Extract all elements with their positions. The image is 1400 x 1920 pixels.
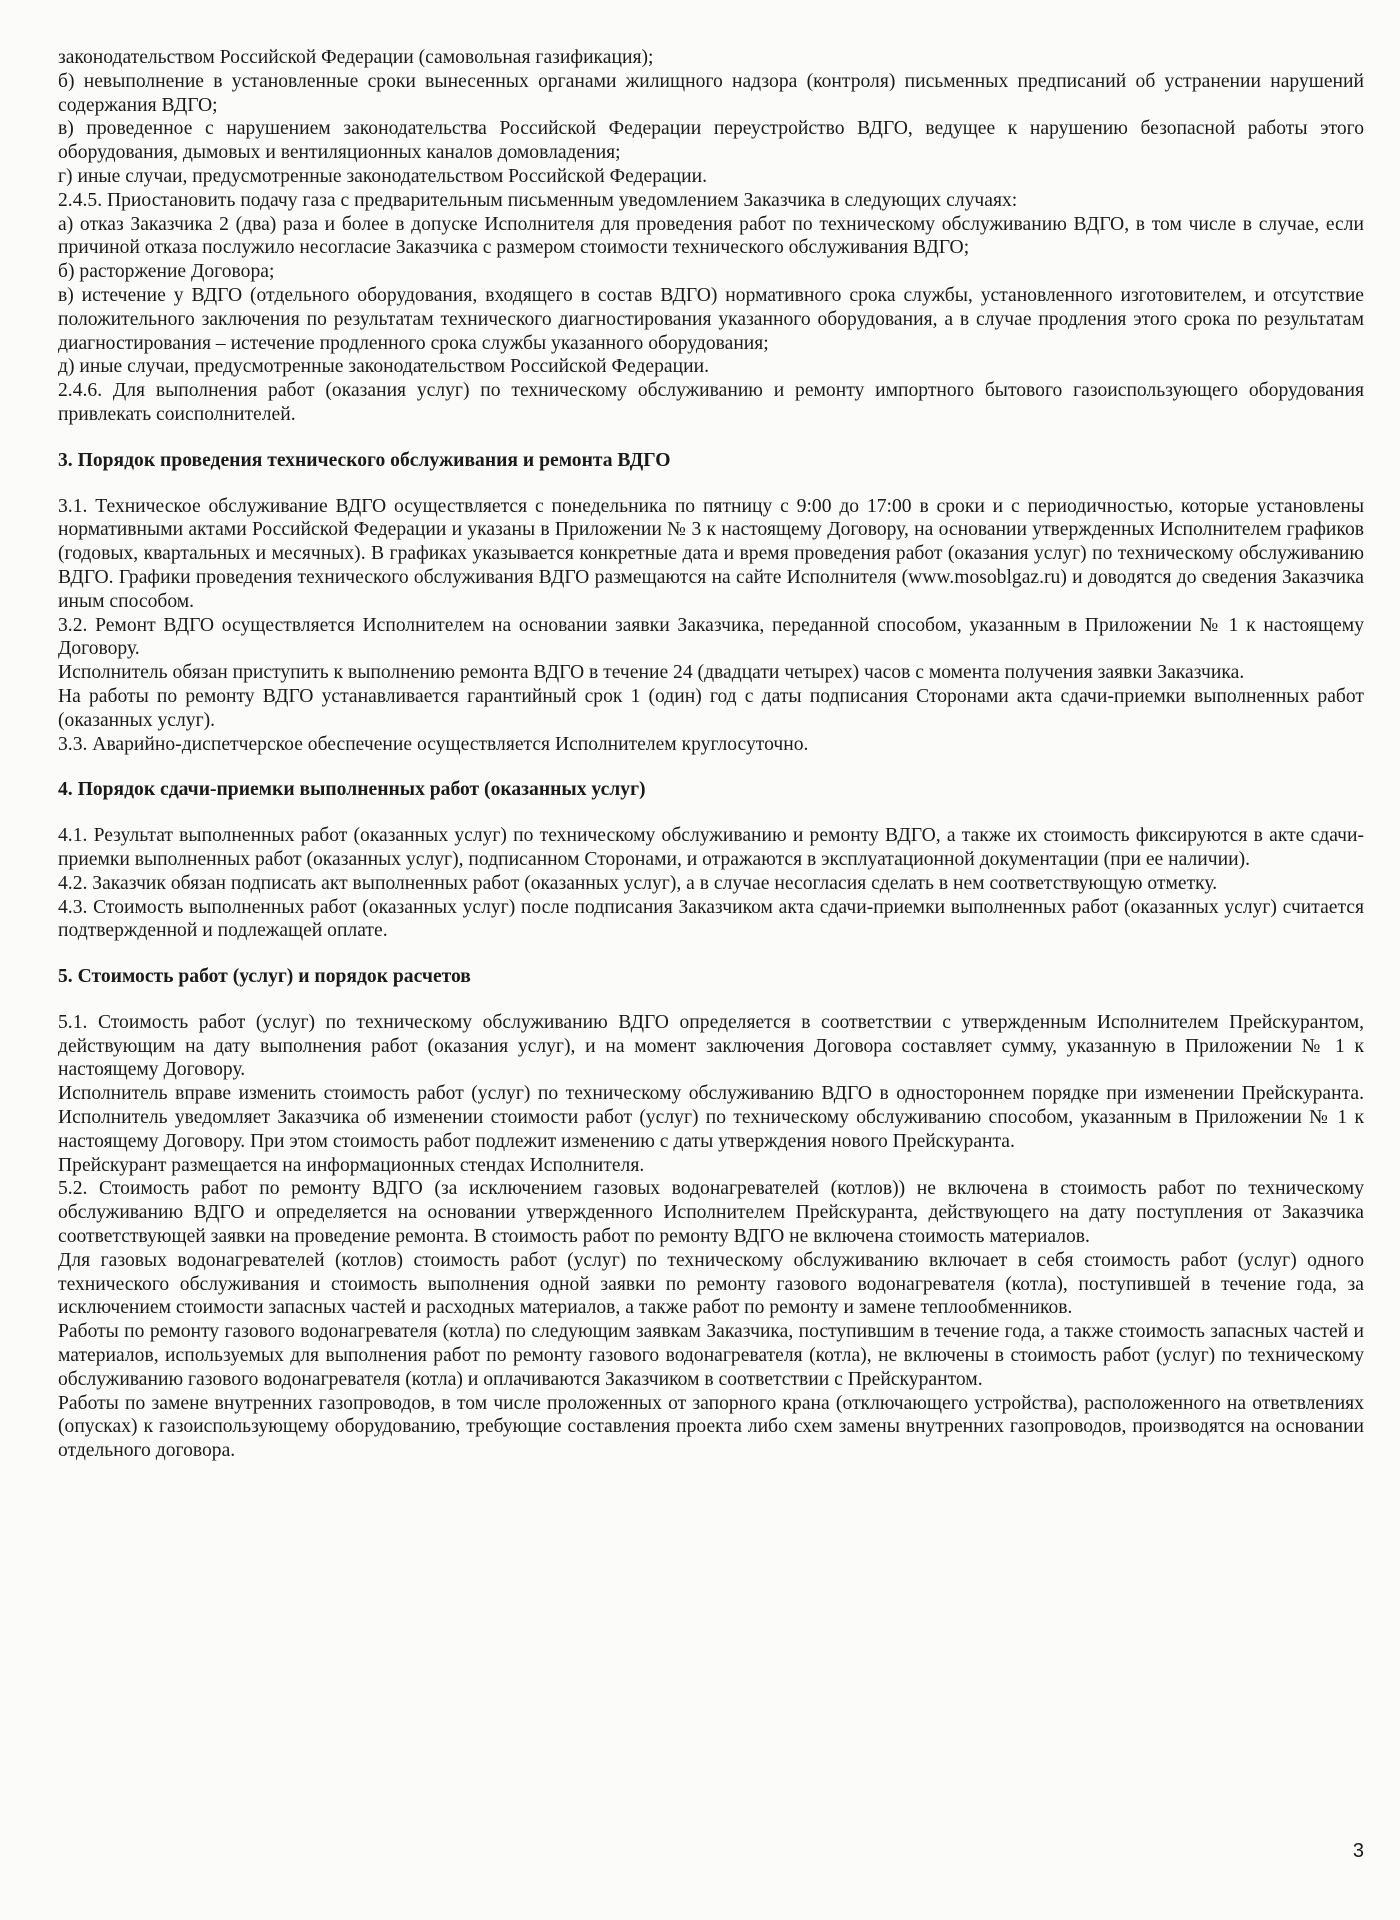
- paragraph: 5.2. Стоимость работ по ремонту ВДГО (за исключением газовых водонагревателей (котлов)) не включена в стоимость работ по техническому обслуживанию ВДГО и определяется на основании утвержденного Исполнителем Прейскуранта, действующего на дату поступления от Заказчика соответствующей заявки на проведение ремонта. В стоимость работ по ремонту ВДГО не включена стоимость материалов.: [58, 1178, 1364, 1248]
- paragraph: в) истечение у ВДГО (отдельного оборудования, входящего в состав ВДГО) нормативного срока службы, установленного изготовителем, и отсутствие положительного заключения по результатам технического диагностирования указанного оборудования, а в случае продления этого срока по результатам диагностирования – истечение продленного срока службы указанного оборудования;: [58, 284, 1364, 354]
- paragraph: 3.3. Аварийно-диспетчерское обеспечение осуществляется Исполнителем круглосуточно.: [58, 733, 809, 755]
- paragraph: Исполнитель обязан приступить к выполнению ремонта ВДГО в течение 24 (двадцати четырех) часов с момента получения заявки Заказчика.: [58, 662, 1245, 684]
- paragraph: На работы по ремонту ВДГО устанавливается гарантийный срок 1 (один) год с даты подписания Сторонами акта сдачи-приемки выполненных работ (оказанных услуг).: [58, 685, 1364, 731]
- paragraph: 4.3. Стоимость выполненных работ (оказанных услуг) после подписания Заказчиком акта сдачи-приемки выполненных работ (оказанных услуг) считается подтвержденной и подлежащей оплате.: [58, 896, 1364, 942]
- paragraph: в) проведенное с нарушением законодательства Российской Федерации переустройство ВДГО, ведущее к нарушению безопасной работы этого оборудования, дымовых и вентиляционных каналов домовладения;: [58, 118, 1364, 164]
- page-number: 3: [1352, 1840, 1364, 1862]
- paragraph: б) невыполнение в установленные сроки вынесенных органами жилищного надзора (контроля) письменных предписаний об устранении нарушений содержания ВДГО;: [58, 70, 1364, 116]
- paragraph: 2.4.6. Для выполнения работ (оказания услуг) по техническому обслуживанию и ремонту импортного бытового газоиспользующего оборудования привлекать соисполнителей.: [58, 380, 1364, 425]
- section-3: [58, 449, 1364, 757]
- section-heading: 4. Порядок сдачи-приемки выполненных работ (оказанных услуг): [58, 779, 646, 801]
- paragraph: 4.1. Результат выполненных работ (оказанных услуг) по техническому обслуживанию и ремонту ВДГО, а также их стоимость фиксируются в акте сдачи-приемки выполненных работ (оказанных услуг), подписанном Сторонами, и отражаются в эксплуатационной документации (при ее наличии).: [58, 825, 1364, 870]
- paragraph: 3.1. Техническое обслуживание ВДГО осуществляется с понедельника по пятницу с 9:00 до 17:00 в сроки и с периодичностью, которые установлены нормативными актами Российской Федерации и указаны в Приложении № 3 к настоящему Договору, на основании утвержденных Исполнителем графиков (годовых, квартальных и месячных). В графиках указывается конкретные дата и время проведения работ (оказания услуг) по техническому обслуживанию ВДГО. Графики проведения технического обслуживания ВДГО размещаются на сайте Исполнителя (www.mosoblgaz.ru) и доводятся до сведения Заказчика иным способом.: [58, 495, 1364, 612]
- paragraph: 2.4.5. Приостановить подачу газа с предварительным письменным уведомлением Заказчика в следующих случаях:: [58, 189, 1018, 211]
- paragraph: Работы по ремонту газового водонагревателя (котла) по следующим заявкам Заказчика, поступившим в течение года, а также стоимость запасных частей и материалов, используемых для выполнения работ по ремонту газового водонагревателя (котла), не включены в стоимость работ (услуг) по техническому обслуживанию газового водонагревателя (котла) и оплачиваются Заказчиком в соответствии с Прейскурантом.: [58, 1321, 1364, 1390]
- section-4: [58, 778, 1364, 943]
- paragraph: б) расторжение Договора;: [58, 261, 275, 283]
- paragraph: 4.2. Заказчик обязан подписать акт выполненных работ (оказанных услуг), а в случае несогласия сделать в нем соответствующую отметку.: [58, 872, 1218, 894]
- paragraph: Прейскурант размещается на информационных стендах Исполнителя.: [58, 1154, 645, 1176]
- paragraph: законодательством Российской Федерации (самовольная газификация);: [58, 47, 654, 68]
- paragraph: а) отказ Заказчика 2 (два) раза и более в допуске Исполнителя для проведения работ по техническому обслуживанию ВДГО, в том числе в случае, если причиной отказа послужило несогласие Заказчика с размером стоимости технического обслуживания ВДГО;: [58, 213, 1364, 259]
- paragraph: 5.1. Стоимость работ (услуг) по техническому обслуживанию ВДГО определяется в соответствии с утвержденным Исполнителем Прейскурантом, действующим на дату выполнения работ (оказания услуг), и на момент заключения Договора составляет сумму, указанную в Приложении № 1 к настоящему Договору.: [58, 1011, 1364, 1081]
- paragraph: 3.2. Ремонт ВДГО осуществляется Исполнителем на основании заявки Заказчика, переданной способом, указанным в Приложении № 1 к настоящему Договору.: [58, 614, 1364, 660]
- section-heading: 5. Стоимость работ (услуг) и порядок расчетов: [58, 966, 471, 988]
- paragraph: Работы по замене внутренних газопроводов, в том числе проложенных от запорного крана (отключающего устройства), расположенного на ответвлениях (опусках) к газоиспользующему оборудованию, требующие составления проекта либо схем замены внутренних газопроводов, производятся на основании отдельного договора.: [58, 1392, 1364, 1462]
- paragraph: Для газовых водонагревателей (котлов) стоимость работ (услуг) по техническому обслуживанию включает в себя стоимость работ (услуг) одного технического обслуживания и стоимость выполнения одной заявки по ремонту газового водонагревателя (котла), поступившей в течение года, за исключением стоимости запасных частей и расходных материалов, а также работ по ремонту и замене теплообменников.: [58, 1249, 1364, 1319]
- section-5: [58, 965, 1364, 1463]
- paragraph: Исполнитель вправе изменить стоимость работ (услуг) по техническому обслуживанию ВДГО в одностороннем порядке при изменении Прейскуранта. Исполнитель уведомляет Заказчика об изменении стоимости работ (услуг) по техническому обслуживанию способом, указанным в Приложении № 1 к настоящему Договору. При этом стоимость работ подлежит изменению с даты утверждения нового Прейскуранта.: [58, 1083, 1364, 1152]
- section-heading: 3. Порядок проведения технического обслуживания и ремонта ВДГО: [58, 449, 671, 471]
- document-page: [58, 46, 1364, 1463]
- top-paragraphs: [58, 46, 1364, 427]
- paragraph: д) иные случаи, предусмотренные законодательством Российской Федерации.: [58, 356, 709, 378]
- paragraph: г) иные случаи, предусмотренные законодательством Российской Федерации.: [58, 165, 708, 187]
